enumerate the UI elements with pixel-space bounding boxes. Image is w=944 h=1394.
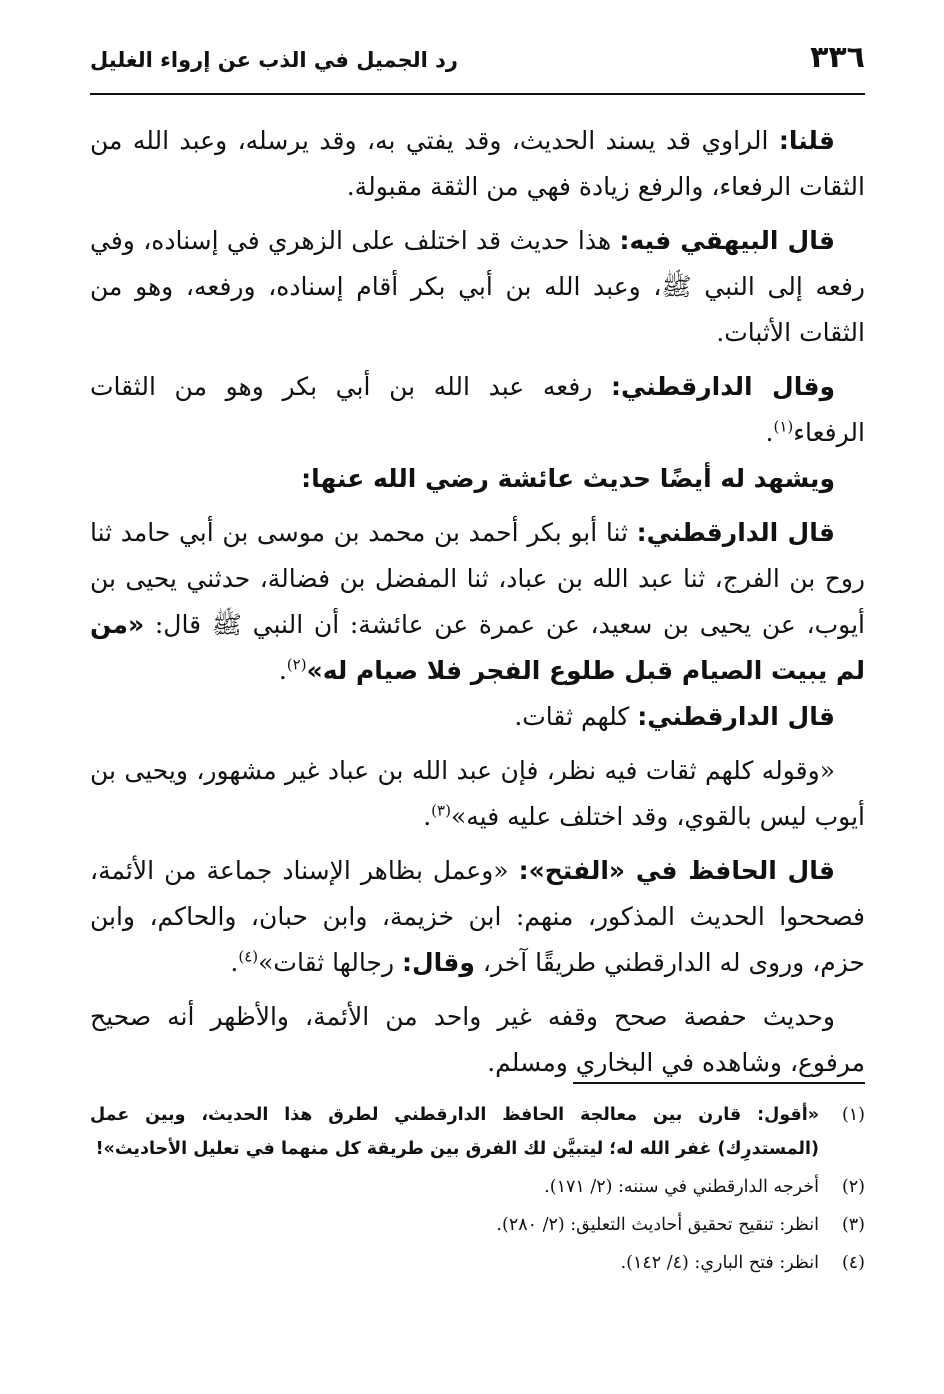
paragraph-tail: . xyxy=(423,802,432,831)
paragraph-tail: . xyxy=(230,948,239,977)
paragraph-lead: قال الدارقطني: xyxy=(636,518,835,547)
running-title: رد الجميل في الذب عن إرواء الغليل xyxy=(90,48,459,72)
paragraph-2 xyxy=(90,218,865,356)
paragraph-text: كلهم ثقات. xyxy=(514,702,638,731)
footnote-1 xyxy=(90,1098,865,1166)
paragraph-text: هذا حديث قد اختلف على الزهري في إسناده، وفي رفعه إلى النبي ﷺ، وعبد الله بن أبي بكر أقام إسناده، ورفعه، وهو من الثقات الأثبات. xyxy=(90,226,865,347)
footnote-3 xyxy=(90,1208,865,1242)
footnote-number: (١) xyxy=(841,1105,865,1125)
footnote-ref-4: (٤) xyxy=(238,947,259,966)
footnote-text: «أقول: قارن بين معالجة الحافظ الدارقطني لطرق هذا الحديث، وبين عمل (المستدرِك) غفر الله له؛ ليتبيَّن لك الفرق بين طريقة كل منهما في تعليل الأحاديث»! xyxy=(90,1105,819,1159)
paragraph-lead: وقال الدارقطني: xyxy=(611,372,835,401)
footnotes xyxy=(90,1098,865,1284)
footnote-number: (٢) xyxy=(841,1177,865,1197)
paragraph-lead: قلنا: xyxy=(778,126,835,155)
footnote-4 xyxy=(90,1246,865,1280)
footnote-divider xyxy=(573,1082,865,1084)
paragraph-text: الراوي قد يسند الحديث، وقد يفتي به، وقد يرسله، وعبد الله من الثقات الرفعاء، والرفع زيادة فهي من الثقة مقبولة. xyxy=(90,126,865,201)
footnote-ref-3: (٣) xyxy=(431,801,451,820)
footnote-ref-1: (١) xyxy=(773,417,794,436)
paragraph-lead: ويشهد له أيضًا حديث عائشة رضي الله عنها: xyxy=(301,464,835,493)
footnote-ref-2: (٢) xyxy=(286,655,307,674)
paragraph-text: وحديث حفصة صحح وقفه غير واحد من الأئمة، والأظهر أنه صحيح مرفوع، وشاهده في البخاري ومسلم. xyxy=(90,1002,865,1077)
footnote-number: (٣) xyxy=(841,1215,865,1235)
paragraph-lead: قال الدارقطني: xyxy=(637,702,835,731)
paragraph-tail: . xyxy=(278,656,287,685)
paragraph-8 xyxy=(90,848,865,986)
paragraph-1 xyxy=(90,118,865,210)
footnote-text: أخرجه الدارقطني في سننه: (٢/ ١٧١). xyxy=(544,1177,819,1197)
footnote-text: انظر: تنقيح تحقيق أحاديث التعليق: (٢/ ٢٨٠). xyxy=(496,1215,819,1235)
paragraph-4 xyxy=(90,456,865,502)
paragraph-3 xyxy=(90,364,865,456)
footnote-number: (٤) xyxy=(841,1253,865,1273)
paragraph-text-continued: رجالها ثقات» xyxy=(258,948,402,977)
paragraph-5 xyxy=(90,510,865,694)
paragraph-6 xyxy=(90,694,865,740)
paragraph-text: «وقوله كلهم ثقات فيه نظر، فإن عبد الله بن عباد غير مشهور، ويحيى بن أيوب ليس بالقوي، وقد اختلف عليه فيه» xyxy=(90,756,865,831)
paragraph-lead: قال البيهقي فيه: xyxy=(619,226,835,255)
hadith-quote: «من لم يبيت الصيام قبل طلوع الفجر فلا صيام له» xyxy=(90,610,865,685)
paragraph-text: «وعمل بظاهر الإسناد جماعة من الأئمة، فصححوا الحديث المذكور، منهم: ابن خزيمة، وابن حبان، والحاكم، وابن حزم، وروى له الدارقطني طريقًا آخر، xyxy=(90,856,865,977)
paragraph-9 xyxy=(90,994,865,1086)
main-text xyxy=(90,118,865,1094)
paragraph-text: رفعه عبد الله بن أبي بكر وهو من الثقات الرفعاء xyxy=(90,372,865,447)
paragraph-lead: قال الحافظ في «الفتح»: xyxy=(518,856,835,885)
paragraph-7 xyxy=(90,748,865,840)
footnote-text: انظر: فتح الباري: (٤/ ١٤٢). xyxy=(620,1253,819,1273)
header-divider xyxy=(90,93,865,95)
footnote-2 xyxy=(90,1170,865,1204)
paragraph-tail: . xyxy=(765,418,774,447)
page-number: ٣٣٦ xyxy=(810,40,865,75)
page-header xyxy=(90,38,865,88)
inline-bold: وقال: xyxy=(401,948,475,977)
paragraph-text: ثنا أبو بكر أحمد بن محمد بن موسى بن أبي حامد ثنا روح بن الفرج، ثنا عبد الله بن عباد، ثنا المفضل بن فضالة، حدثني يحيى بن أيوب، عن يحيى بن سعيد، عن عمرة عن عائشة: أن النبي ﷺ قال: xyxy=(90,518,865,639)
